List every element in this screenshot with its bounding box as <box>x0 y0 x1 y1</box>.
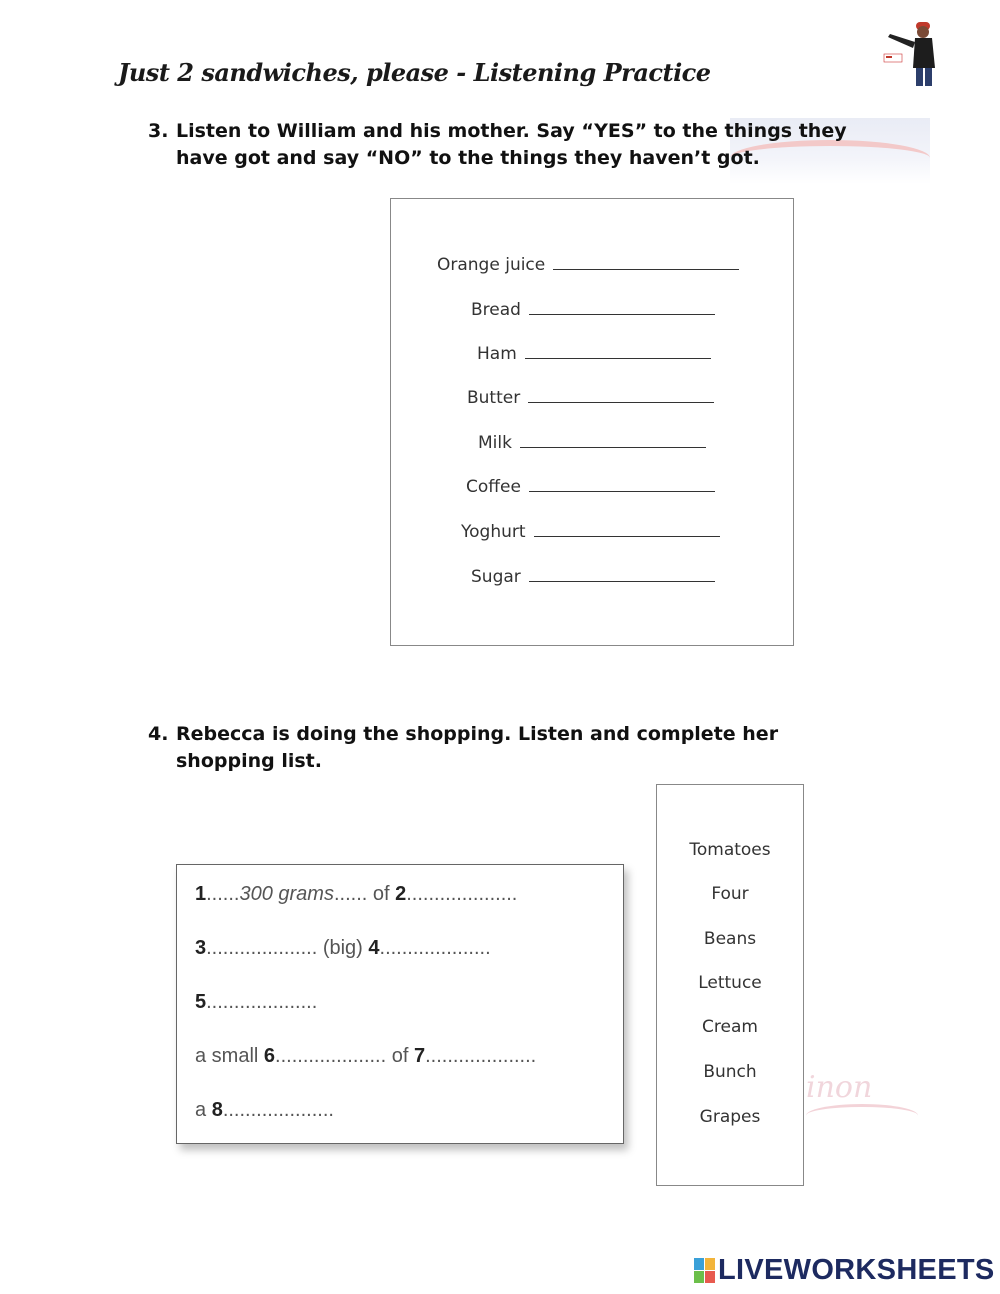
answer-blank[interactable]: .................... <box>275 1045 387 1067</box>
connector-text: a <box>195 1099 212 1121</box>
logo-mark-icon <box>694 1258 715 1283</box>
list-item <box>471 298 715 328</box>
item-label: Milk <box>478 433 512 453</box>
word-bank-item: Four <box>711 884 749 904</box>
connector-text: (big) <box>317 937 369 959</box>
word-bank-item: Bunch <box>703 1062 757 1082</box>
watermark-text: inon <box>806 1070 873 1105</box>
blank-number: 8 <box>211 1099 223 1121</box>
shopping-line-5 <box>195 1099 334 1122</box>
question-3 <box>148 118 888 172</box>
question-instructions: Listen to William and his mother. Say “YES” to the things they have got and say “NO” to the things they haven’t got. <box>176 120 847 169</box>
word-bank-item: Tomatoes <box>689 840 771 860</box>
word-bank-item: Beans <box>703 929 757 949</box>
page-title: Just 2 sandwiches, please - Listening Practice <box>118 58 711 87</box>
list-item <box>478 431 706 461</box>
blank-number: 6 <box>263 1045 276 1067</box>
answer-line[interactable] <box>525 342 711 359</box>
dots: ...... <box>333 883 368 905</box>
answer-line[interactable] <box>528 386 714 403</box>
blank-number: 4 <box>368 937 380 959</box>
answer-blank[interactable]: .................... <box>222 1099 334 1121</box>
blank-number: 5 <box>195 991 207 1013</box>
answer-blank[interactable]: .................... <box>406 883 518 905</box>
question-instructions: Rebecca is doing the shopping. Listen and complete her shopping list. <box>176 723 779 772</box>
answer-line[interactable] <box>529 475 715 492</box>
shopping-line-4 <box>195 1045 536 1068</box>
word-bank-item: Grapes <box>699 1107 761 1127</box>
word-bank-box <box>656 784 804 1186</box>
answer-line[interactable] <box>529 565 715 582</box>
liveworksheets-logo[interactable] <box>694 1253 995 1286</box>
logo-text: LIVEWORKSHEETS <box>718 1253 995 1286</box>
answer-line[interactable] <box>553 253 739 270</box>
item-label: Bread <box>471 300 521 320</box>
connector-text: of <box>367 883 396 905</box>
shopping-list-box <box>176 864 624 1144</box>
word-bank-item: Lettuce <box>698 973 762 993</box>
list-item <box>466 475 715 505</box>
item-label: Coffee <box>466 477 521 497</box>
connector-text: a small <box>195 1045 264 1067</box>
example-answer: 300 grams <box>239 883 334 905</box>
blank-number: 1 <box>195 883 207 905</box>
shopping-line-2 <box>195 937 491 960</box>
word-bank-item: Cream <box>702 1017 758 1037</box>
list-item <box>467 386 714 416</box>
answer-line[interactable] <box>520 431 706 448</box>
blank-number: 3 <box>195 937 207 959</box>
question-number: 3. <box>148 120 169 142</box>
answer-blank[interactable]: .................... <box>206 991 318 1013</box>
answer-blank[interactable]: .................... <box>206 937 318 959</box>
item-label: Ham <box>477 344 517 364</box>
shopping-line-1 <box>195 883 517 906</box>
question-4 <box>148 721 848 775</box>
question-number: 4. <box>148 723 169 745</box>
answer-blank[interactable]: .................... <box>379 937 491 959</box>
list-item <box>477 342 711 372</box>
answer-line[interactable] <box>529 298 715 315</box>
list-item <box>471 565 715 595</box>
connector-text: of <box>386 1045 414 1067</box>
answer-blank[interactable]: .................... <box>425 1045 537 1067</box>
blank-number: 7 <box>413 1045 426 1067</box>
watermark-swoosh <box>806 1104 918 1127</box>
person-dancing-image <box>880 18 946 88</box>
answer-line[interactable] <box>534 520 720 537</box>
yes-no-list-box <box>390 198 794 646</box>
list-item <box>437 253 739 283</box>
list-item <box>461 520 720 550</box>
shopping-line-3 <box>195 991 317 1014</box>
item-label: Yoghurt <box>461 522 526 542</box>
blank-number: 2 <box>395 883 407 905</box>
dots: ...... <box>206 883 240 905</box>
item-label: Butter <box>467 388 521 408</box>
item-label: Sugar <box>471 567 521 587</box>
item-label: Orange juice <box>437 255 546 275</box>
